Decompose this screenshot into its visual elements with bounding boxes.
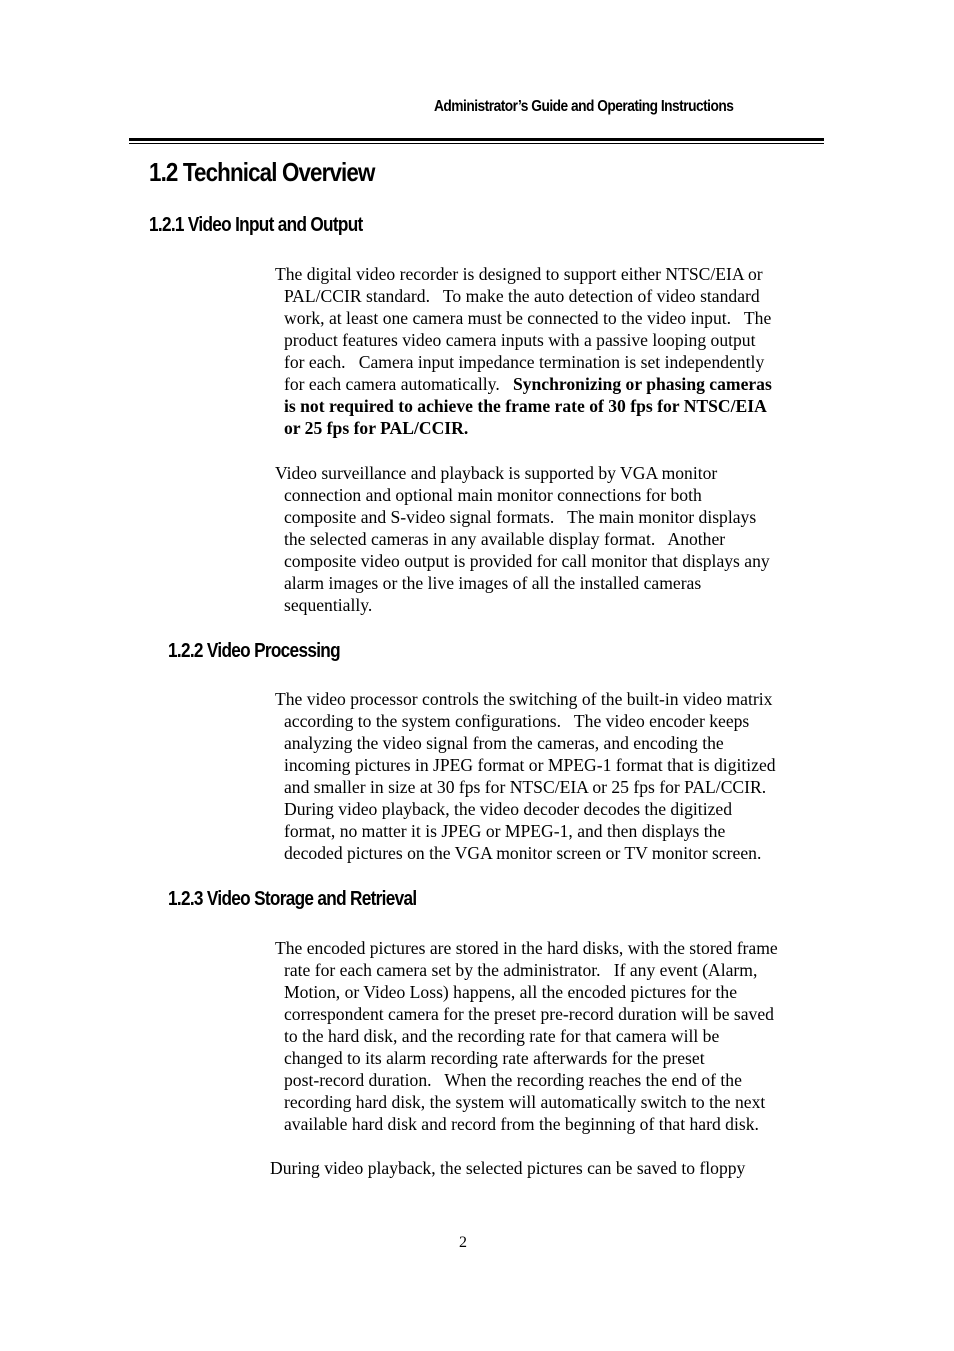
paragraph-line: post-record duration. When the recording reaches the end of the [284,1070,742,1090]
section-title: 1.2 Technical Overview [149,157,375,187]
paragraph-line: sequentially. [284,595,373,615]
page-number: 2 [459,1234,467,1251]
paragraph-video-storage-2 [270,1157,822,1179]
paragraph-line-text: for each camera automatically. [284,374,500,394]
paragraph-line: Video surveillance and playback is supported by VGA monitor [275,463,718,483]
paragraph-line: for each. Camera input impedance termination is set independently [284,352,765,372]
paragraph-line: the selected cameras in any available display format. Another [284,529,726,549]
paragraph-video-input-1 [275,263,827,439]
paragraph-line: changed to its alarm recording rate afterwards for the preset [284,1048,705,1068]
subsection-title-video-processing: 1.2.2 Video Processing [168,640,340,662]
subsection-title-video-input-output: 1.2.1 Video Input and Output [149,214,363,236]
paragraph-bold-line: or 25 fps for PAL/CCIR. [284,418,469,438]
header-rule [129,138,824,144]
paragraph-line: connection and optional main monitor connections for both [284,485,702,505]
paragraph-line: composite and S-video signal formats. The main monitor displays [284,507,757,527]
paragraph-bold-text: Synchronizing or phasing cameras [512,374,772,394]
paragraph-line: Motion, or Video Loss) happens, all the encoded pictures for the [284,982,738,1002]
paragraph-line: work, at least one camera must be connected to the video input. The [284,308,772,328]
paragraph-line: according to the system configurations. The video encoder keeps [284,711,750,731]
paragraph-line: During video playback, the selected pictures can be saved to floppy [270,1158,746,1178]
paragraph-line: rate for each camera set by the administrator. If any event (Alarm, [284,960,758,980]
paragraph-line: The encoded pictures are stored in the hard disks, with the stored frame [275,938,778,958]
paragraph-line [275,373,827,395]
paragraph-line: composite video output is provided for call monitor that displays any [284,551,770,571]
paragraph-line: product features video camera inputs with a passive looping output [284,330,756,350]
paragraph-line: alarm images or the live images of all the installed cameras [284,573,702,593]
paragraph-line: The digital video recorder is designed to support either NTSC/EIA or [275,264,763,284]
paragraph-bold-line: is not required to achieve the frame rate of 30 fps for NTSC/EIA [284,396,767,416]
paragraph-line: analyzing the video signal from the cameras, and encoding the [284,733,724,753]
paragraph-line: The video processor controls the switching of the built-in video matrix [275,689,773,709]
paragraph-line: decoded pictures on the VGA monitor screen or TV monitor screen. [284,843,762,863]
paragraph-line: to the hard disk, and the recording rate for that camera will be [284,1026,720,1046]
paragraph-line: correspondent camera for the preset pre-record duration will be saved [284,1004,774,1024]
paragraph-line: available hard disk and record from the beginning of that hard disk. [284,1114,759,1134]
paragraph-video-input-2 [275,462,827,616]
paragraph-video-processing [275,688,827,864]
paragraph-line: incoming pictures in JPEG format or MPEG-1 format that is digitized [284,755,776,775]
paragraph-line: recording hard disk, the system will automatically switch to the next [284,1092,766,1112]
paragraph-line: During video playback, the video decoder decodes the digitized [284,799,732,819]
running-header: Administrator’s Guide and Operating Instructions [434,98,734,115]
paragraph-line: format, no matter it is JPEG or MPEG-1, and then displays the [284,821,726,841]
paragraph-line: PAL/CCIR standard. To make the auto detection of video standard [284,286,760,306]
subsection-title-video-storage-retrieval: 1.2.3 Video Storage and Retrieval [168,888,417,910]
paragraph-line: and smaller in size at 30 fps for NTSC/EIA or 25 fps for PAL/CCIR. [284,777,767,797]
paragraph-video-storage-1 [275,937,827,1135]
